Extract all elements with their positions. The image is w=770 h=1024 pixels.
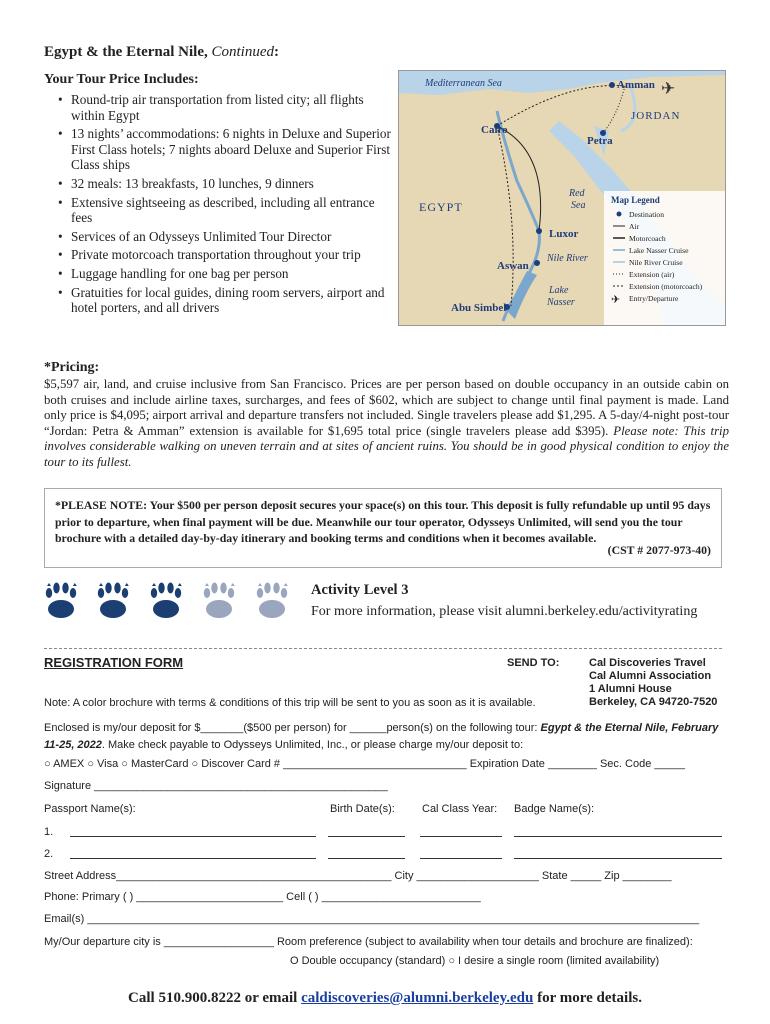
includes-item: • Round-trip air transportation from listed city; all flights within Egypt: [44, 92, 394, 123]
paw-icon: [96, 581, 130, 619]
paw-part: [122, 588, 128, 598]
paw-part: [70, 588, 76, 598]
pricing-text: [44, 377, 729, 470]
passport-names-label: Passport Name(s):: [44, 803, 136, 815]
includes-item: • Private motorcoach transportation throughout your trip: [44, 247, 394, 263]
paw-claw: [205, 583, 209, 586]
includes-item: • 13 nights’ accommodations: 6 nights in Deluxe and Superior First Class hotels; 7 nights aboard Deluxe and Superior First Class ships: [44, 126, 394, 173]
badge-name-line-1[interactable]: [514, 836, 722, 837]
deposit-statement: [44, 720, 734, 754]
departure-city-field[interactable]: My/Our departure city is __________________ Room preference (subject to availability when tour details and brochure are finalized):: [44, 936, 693, 948]
paw-part: [204, 588, 210, 598]
deposit-notice-text: *PLEASE NOTE: Your $500 per person deposit secures your space(s) on this tour. This deposit is fully refundable up until 95 days prior to departure, when final payment will be due. Meanwhile our tour operator, Odysseys Unlimited, will send you the tour brochure with a detailed day-by-day itinerary and booking terms and conditions when it becomes available.: [55, 498, 711, 545]
paw-claw: [258, 583, 262, 586]
paw-claw: [231, 583, 235, 586]
address-line: Berkeley, CA 94720-7520: [589, 696, 718, 708]
heading-title: Egypt & the Eternal Nile,: [44, 44, 208, 60]
pricing-italic-note: Please note: This trip involves considerable walking on uneven terrain and at sites of ancient ruins. You should be in good physical condition to enjoy the tour to its fullest.: [44, 423, 729, 469]
badge-names-label: Badge Name(s):: [514, 803, 595, 815]
send-to-label: SEND TO:: [507, 657, 560, 669]
birth-dates-label: Birth Date(s):: [330, 803, 395, 815]
map-label-nasser: Nasser: [547, 297, 575, 308]
paw-part: [114, 583, 120, 594]
paw-part: [259, 600, 285, 618]
row-number-1: 1.: [44, 826, 54, 838]
paw-icon: [202, 581, 236, 619]
includes-list: [44, 92, 394, 319]
paw-part: [167, 583, 173, 594]
legend-item: Motorcoach: [629, 234, 666, 243]
paw-claw: [99, 583, 103, 586]
includes-title: Your Tour Price Includes:: [44, 72, 199, 87]
includes-item: • Luggage handling for one bag per person: [44, 266, 394, 282]
legend-item: Extension (air): [629, 270, 675, 279]
paw-claw: [125, 583, 129, 586]
paw-part: [46, 588, 52, 598]
paw-part: [273, 583, 279, 594]
phone-field[interactable]: Phone: Primary ( ) ________________________ Cell ( ) __________________________: [44, 891, 481, 903]
paw-claw: [73, 583, 77, 586]
address-line: Cal Alumni Association: [589, 670, 712, 682]
plane-icon: ✈: [661, 79, 676, 99]
deposit-text-b: . Make check payable to Odysseys Unlimited, Inc., or please charge my/our deposit to:: [101, 739, 524, 751]
map-label-nile: Nile River: [547, 253, 588, 264]
cst-number: (CST # 2077-973-40): [607, 542, 711, 557]
tour-map: [398, 70, 726, 326]
map-label-sea: Mediterranean Sea: [425, 78, 502, 89]
paw-part: [206, 600, 232, 618]
footer-contact: [0, 990, 770, 1007]
tour-name: Egypt & the Eternal Nile, February 11-25, 2022: [44, 722, 719, 751]
paw-part: [98, 588, 104, 598]
badge-name-line-2[interactable]: [514, 858, 722, 859]
paw-part: [62, 583, 68, 594]
cal-class-line-2[interactable]: [420, 858, 502, 859]
paw-part: [175, 588, 181, 598]
map-legend-title: Map Legend: [611, 195, 660, 205]
paw-icon: [149, 581, 183, 619]
passport-name-line-1[interactable]: [70, 836, 316, 837]
paw-icon: [44, 581, 78, 619]
map-label-amman: Amman: [617, 79, 655, 91]
birth-date-line-1[interactable]: [328, 836, 405, 837]
paw-part: [100, 600, 126, 618]
paw-part: [211, 583, 217, 594]
map-label-petra: Petra: [587, 135, 613, 147]
passport-name-line-2[interactable]: [70, 858, 316, 859]
heading-colon: :: [273, 44, 279, 60]
paw-part: [158, 583, 164, 594]
deposit-text-a[interactable]: Enclosed is my/our deposit for $_______($500 per person) for ______person(s) on the following tour:: [44, 722, 541, 734]
email-field[interactable]: Email(s) ____________________________________________________________________________________________________: [44, 913, 700, 925]
form-divider: [44, 648, 722, 649]
street-address-field[interactable]: Street Address_____________________________________________ City ____________________ State _____ Zip ________: [44, 870, 672, 882]
mailing-address: [589, 657, 717, 709]
paw-icon: [255, 581, 289, 619]
paw-part: [220, 583, 226, 594]
pricing-title: *Pricing:: [44, 360, 100, 375]
paw-claw: [178, 583, 182, 586]
paw-claw: [152, 583, 156, 586]
heading-continued: Continued: [211, 44, 274, 60]
paw-part: [264, 583, 270, 594]
includes-item: • Services of an Odysseys Unlimited Tour Director: [44, 229, 394, 245]
legend-plane-icon: ✈: [611, 294, 621, 306]
legend-item: Nile River Cruise: [629, 258, 683, 267]
row-number-2: 2.: [44, 848, 54, 860]
map-label-lake: Lake: [549, 285, 569, 296]
cal-class-label: Cal Class Year:: [422, 803, 498, 815]
map-label-luxor: Luxor: [549, 228, 579, 240]
email-link[interactable]: caldiscoveries@alumni.berkeley.edu: [301, 990, 534, 1006]
footer-pre: Call 510.900.8222 or email: [128, 990, 302, 1006]
deposit-notice: [44, 488, 722, 568]
legend-item: Air: [629, 222, 640, 231]
includes-item: • Extensive sightseeing as described, including all entrance fees: [44, 195, 394, 226]
paw-part: [151, 588, 157, 598]
map-dot-amman: [609, 82, 615, 88]
paw-claw: [284, 583, 288, 586]
activity-info: For more information, please visit alumni.berkeley.edu/activityrating: [311, 604, 698, 619]
legend-item: Destination: [629, 210, 665, 219]
address-line: Cal Discoveries Travel: [589, 657, 706, 669]
page-heading: [44, 44, 279, 61]
map-label-egypt: EGYPT: [419, 200, 463, 214]
includes-item: • Gratuities for local guides, dining room servers, airport and hotel porters, and all drivers: [44, 285, 394, 316]
legend-dot-icon: [617, 212, 622, 217]
paw-part: [228, 588, 234, 598]
legend-item: Entry/Departure: [629, 294, 679, 303]
paw-part: [153, 600, 179, 618]
map-label-jordan: JORDAN: [631, 110, 681, 122]
pricing-body: $5,597 air, land, and cruise inclusive from San Francisco. Prices are per person based on double occupancy in an outside cabin on both cruises and include airline taxes, surcharges, and fees of $602, which are subject to change until final payment is made. Land only price is $4,095; airport arrival and departure transfers not included. Single travelers please add $1,295. A 5-day/4-night post-tour “Jordan: Petra & Amman” extension is available for $1,695 total price (single travelers please add $395).: [44, 377, 729, 438]
room-preference-options[interactable]: O Double occupancy (standard) ○ I desire a single room (limited availability): [290, 955, 660, 967]
map-label-cairo: Cairo: [481, 124, 508, 136]
paw-part: [53, 583, 59, 594]
legend-item: Lake Nasser Cruise: [629, 246, 689, 255]
paw-part: [48, 600, 74, 618]
map-dot-luxor: [536, 228, 542, 234]
map-label-red: Red: [569, 188, 585, 199]
registration-title: REGISTRATION FORM: [44, 655, 184, 670]
paw-part: [257, 588, 263, 598]
map-label-abu-simbel: Abu Simbel: [451, 302, 507, 314]
map-label-sea2: Sea: [571, 200, 586, 211]
footer-post: for more details.: [533, 990, 642, 1006]
brochure-note: Note: A color brochure with terms & conditions of this trip will be sent to you as soon as it is available.: [44, 697, 536, 709]
includes-item: • 32 meals: 13 breakfasts, 10 lunches, 9 dinners: [44, 176, 394, 192]
map-label-aswan: Aswan: [497, 260, 529, 272]
payment-options[interactable]: ○ AMEX ○ Visa ○ MasterCard ○ Discover Card # ______________________________ Expiration Date ________ Sec. Code _____: [44, 758, 685, 770]
legend-item: Extension (motorcoach): [629, 282, 703, 291]
paw-part: [105, 583, 111, 594]
signature-field[interactable]: Signature ________________________________________________: [44, 780, 388, 792]
paw-part: [281, 588, 287, 598]
activity-level: Activity Level 3: [311, 582, 409, 598]
paw-claw: [47, 583, 51, 586]
cal-class-line-1[interactable]: [420, 836, 502, 837]
address-line: 1 Alumni House: [589, 683, 672, 695]
birth-date-line-2[interactable]: [328, 858, 405, 859]
map-dot-aswan: [534, 260, 540, 266]
